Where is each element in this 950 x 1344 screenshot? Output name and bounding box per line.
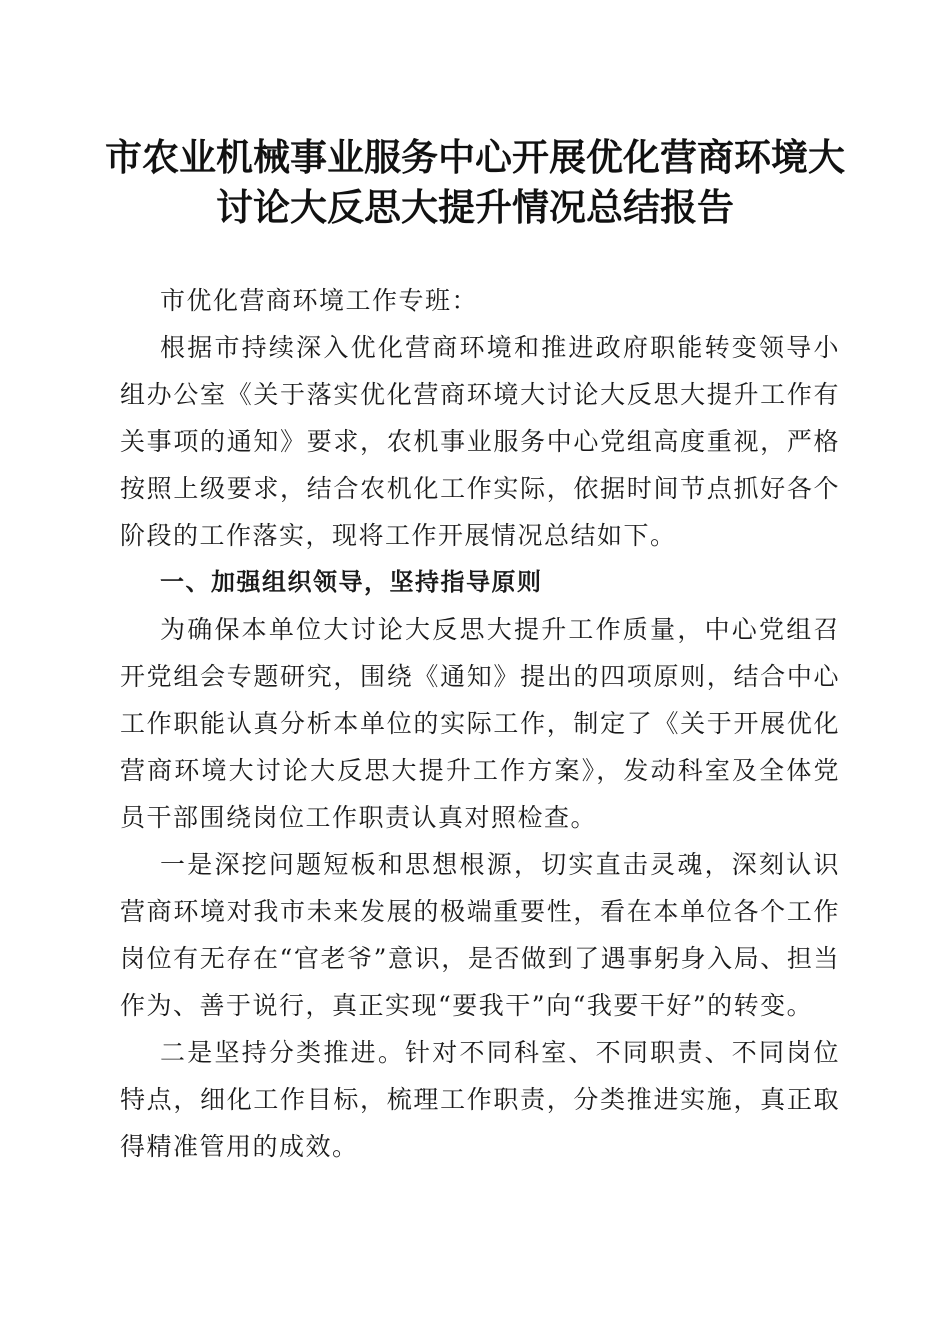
section1-paragraph-2: 一是深挖问题短板和思想根源，切实直击灵魂，深刻认识营商环境对我市未来发展的极端重要性，看在本单位各个工作岗位有无存在“官老爷”意识，是否做到了遇事躬身入局、担当作为、善于说行，真正实现“要我干”向“我要干好”的转变。 [120, 850, 840, 1020]
document-body [120, 277, 840, 1170]
title-line-1: 市农业机械事业服务中心开展优化营商环境大 [105, 135, 845, 179]
salutation: 市优化营商环境工作专班： [160, 286, 479, 315]
document-title [100, 132, 850, 232]
section-heading-1: 一、加强组织领导，坚持指导原则 [160, 568, 543, 596]
intro-paragraph: 根据市持续深入优化营商环境和推进政府职能转变领导小组办公室《关于落实优化营商环境大讨论大反思大提升工作有关事项的通知》要求，农机事业服务中心党组高度重视，严格按照上级要求，结合农机化工作实际，依据时间节点抓好各个阶段的工作落实，现将工作开展情况总结如下。 [120, 333, 840, 550]
section1-paragraph-1: 为确保本单位大讨论大反思大提升工作质量，中心党组召开党组会专题研究，围绕《通知》提出的四项原则，结合中心工作职能认真分析本单位的实际工作，制定了《关于开展优化营商环境大讨论大反思大提升工作方案》，发动科室及全体党员干部围绕岗位工作职责认真对照检查。 [120, 615, 840, 832]
title-line-2: 讨论大反思大提升情况总结报告 [216, 185, 734, 229]
section1-paragraph-3: 二是坚持分类推进。针对不同科室、不同职责、不同岗位特点，细化工作目标，梳理工作职责，分类推进实施，真正取得精准管用的成效。 [120, 1038, 840, 1161]
